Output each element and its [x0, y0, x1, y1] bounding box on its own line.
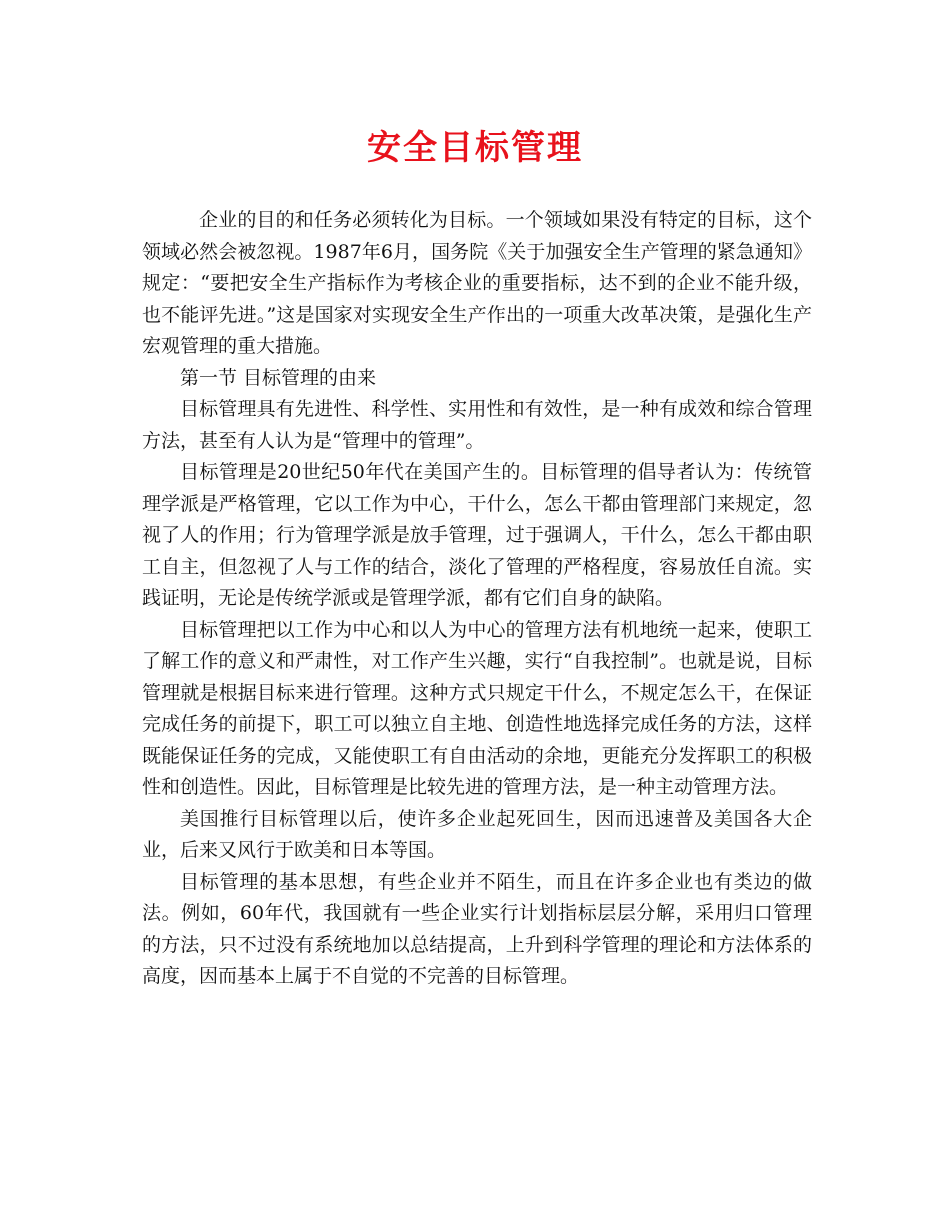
body-paragraph: 目标管理的基本思想，有些企业并不陌生，而且在许多企业也有类边的做法。例如，60年代，我国就有一些企业实行计划指标层层分解，采用归口管理的方法，只不过没有系统地加以总结提高，上升到科学管理的理论和方法体系的高度，因而基本上属于不自觉的不完善的目标管理。	[142, 870, 812, 987]
document-body	[142, 205, 812, 993]
section-heading: 第一节 目标管理的由来	[180, 366, 377, 389]
document-title: 安全目标管理	[367, 128, 583, 168]
body-paragraph: 目标管理是20世纪50年代在美国产生的。目标管理的倡导者认为：传统管理学派是严格管理，它以工作为中心，干什么，怎么干都由管理部门来规定，忽视了人的作用；行为管理学派是放手管理，过于强调人，干什么，怎么干都由职工自主，但忽视了人与工作的结合，淡化了管理的严格程度，容易放任自流。实践证明，无论是传统学派或是管理学派，都有它们自身的缺陷。	[142, 461, 812, 609]
body-paragraph: 美国推行目标管理以后，使许多企业起死回生，因而迅速普及美国各大企业，后来又风行于欧美和日本等国。	[142, 807, 812, 861]
body-paragraph: 目标管理具有先进性、科学性、实用性和有效性，是一种有成效和综合管理方法，甚至有人认为是“管理中的管理”。	[142, 398, 812, 452]
body-paragraph: 目标管理把以工作为中心和以人为中心的管理方法有机地统一起来，使职工了解工作的意义和严肃性，对工作产生兴趣，实行“自我控制”。也就是说，目标管理就是根据目标来进行管理。这种方式只规定干什么，不规定怎么干，在保证完成任务的前提下，职工可以独立自主地、创造性地选择完成任务的方法，这样既能保证任务的完成，又能使职工有自由活动的余地，更能充分发挥职工的积极性和创造性。因此，目标管理是比较先进的管理方法，是一种主动管理方法。	[142, 618, 812, 798]
intro-paragraph: 企业的目的和任务必须转化为目标。一个领域如果没有特定的目标，这个领域必然会被忽视。1987年6月，国务院《关于加强安全生产管理的紧急通知》规定：“要把安全生产指标作为考核企业的重要指标，达不到的企业不能升级，也不能评先进。”这是国家对实现安全生产作出的一项重大改革决策，是强化生产宏观管理的重大措施。	[142, 209, 812, 357]
